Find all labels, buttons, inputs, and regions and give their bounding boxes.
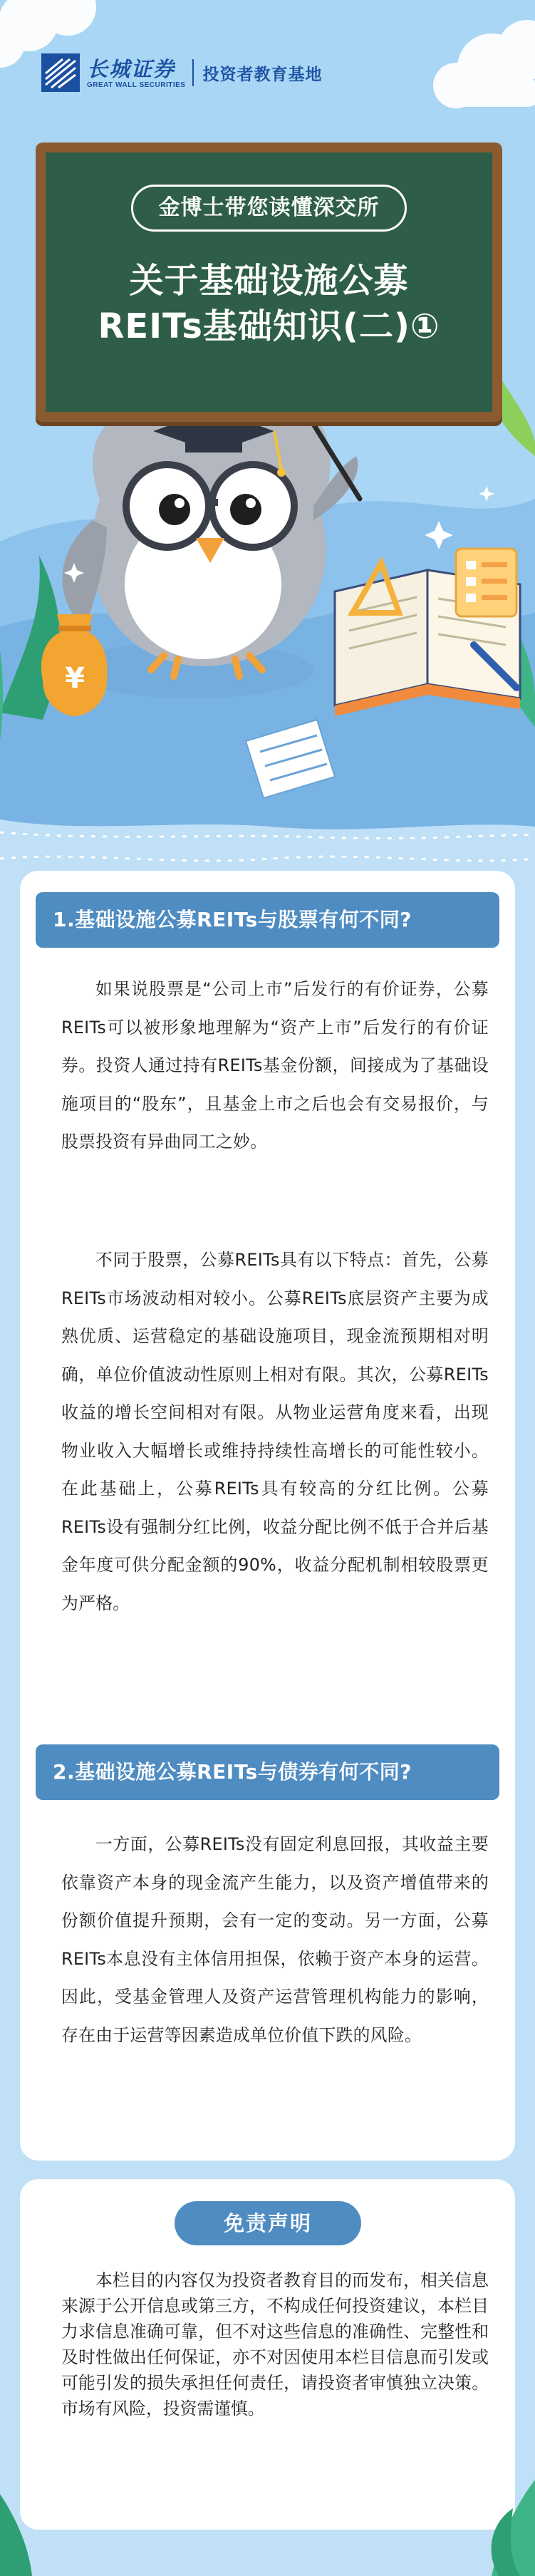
great-wall-logo-icon	[41, 53, 80, 92]
brand-name-cn: 长城证券	[87, 56, 176, 81]
section-paragraph: 一方面，公募REITs没有固定利息回报，其收益主要依靠资产本身的现金流产生能力，以及资产增值带来的份额价值提升预期，会有一定的变动。另一方面，公募REITs本息没有主体信用担保，依赖于资产本身的运营。因此，受基金管理人及资产运营管理机构能力的影响，存在由于运营等因素造成单位价值下跌的风险。	[61, 1834, 489, 2045]
board-title	[46, 258, 492, 349]
brand-logo	[41, 51, 322, 94]
money-bag-label: ¥	[65, 662, 85, 695]
board-title-line2: REITs基础知识(二)①	[98, 306, 440, 346]
section-paragraph: 不同于股票，公募REITs具有以下特点：首先，公募REITs市场波动相对较小。公募REITs底层资产主要为成熟优质、运营稳定的基础设施项目，现金流预期相对明确，单位价值波动性原则上相对有限。其次，公募REITs收益的增长空间相对有限。从物业运营角度来看，出现物业收入大幅增长或维持持续性高增长的可能性较小。在此基础上，公募REITs具有较高的分红比例。公募REITs设有强制分红比例，收益分配比例不低于合并后基金年度可供分配金额的90%，收益分配机制相较股票更为严格。	[61, 1250, 489, 1613]
wave-divider	[0, 848, 535, 869]
chalkboard	[36, 143, 502, 422]
brand-name	[87, 57, 185, 89]
footer-decoration	[0, 2451, 535, 2576]
disclaimer-title: 免责声明	[175, 2201, 361, 2245]
section-heading-bonds: 2.基础设施公募REITs与债券有何不同?	[36, 1744, 499, 1800]
hero-banner	[0, 0, 535, 848]
board-subtitle: 金博士带您读懂深交所	[131, 185, 407, 232]
content-card	[20, 871, 515, 2161]
logo-divider	[192, 59, 194, 86]
brand-name-en: GREAT WALL SECURITIES	[87, 81, 186, 89]
disclaimer-body: 本栏目的内容仅为投资者教育目的而发布，相关信息来源于公开信息或第三方，不构成任何投资建议，本栏目力求信息准确可靠，但不对这些信息的准确性、完整性和及时性做出任何保证，亦不对因使用本栏目信息而引发或可能引发的损失承担任何责任，请投资者审慎独立决策。市场有风险，投资需谨慎。	[61, 2270, 489, 2419]
section-paragraph: 如果说股票是“公司上市”后发行的有价证券，公募REITs可以被形象地理解为“资产上市”后发行的有价证券。投资人通过持有REITs基金份额，间接成为了基础设施项目的“股东”，且基金上市之后也会有交易报价，与股票投资有异曲同工之妙。	[61, 979, 489, 1152]
board-title-line1: 关于基础设施公募	[129, 261, 409, 301]
checklist-icon	[456, 549, 516, 616]
hero-background	[0, 0, 535, 848]
brand-tagline: 投资者教育基地	[202, 65, 323, 84]
section-heading-stocks: 1.基础设施公募REITs与股票有何不同?	[36, 892, 499, 948]
